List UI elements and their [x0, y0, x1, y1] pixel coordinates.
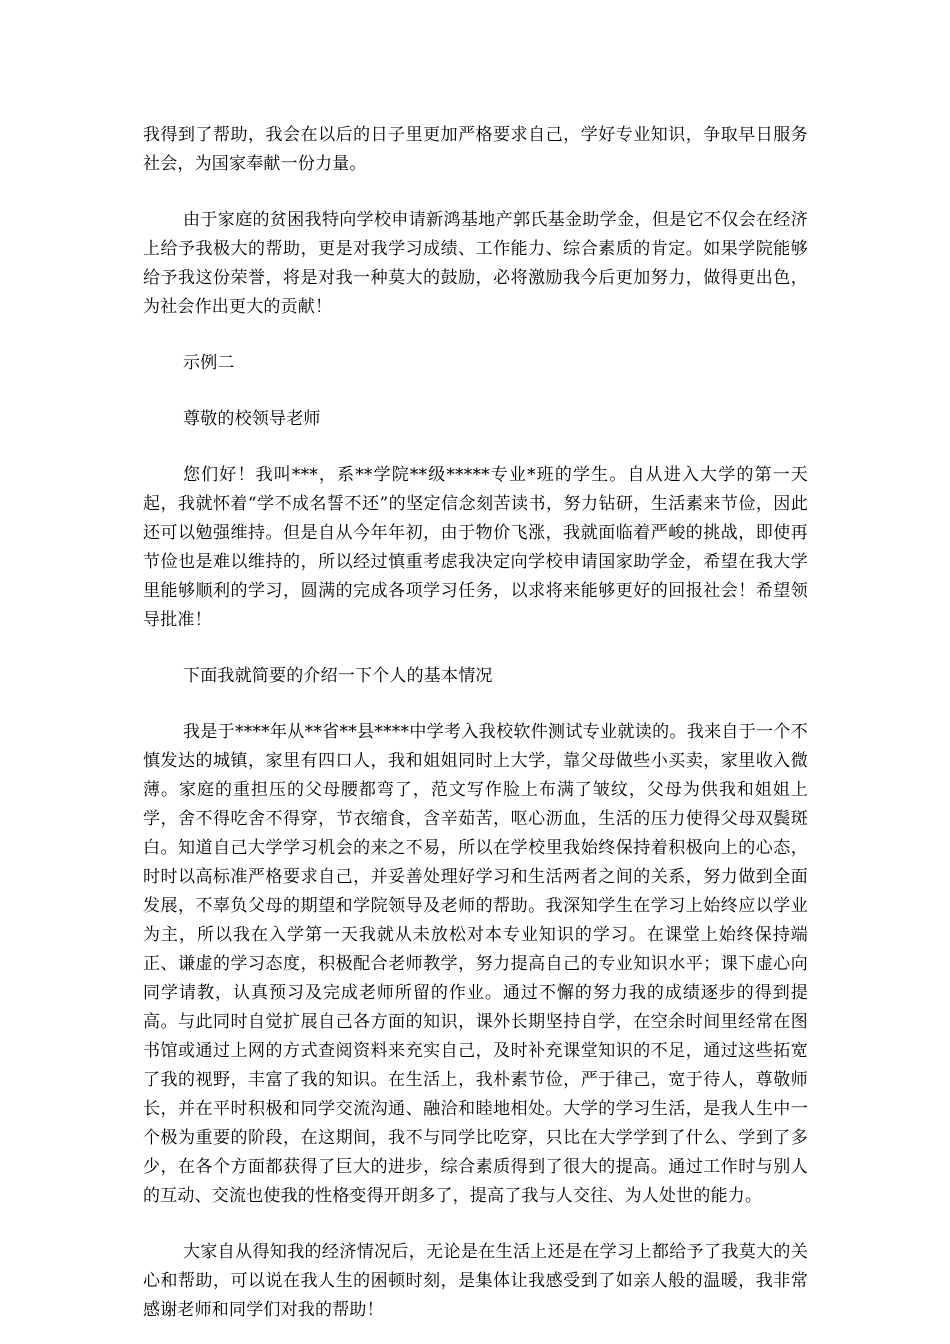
paragraph-thanks: 大家自从得知我的经济情况后，无论是在生活上还是在学习上都给予了我莫大的关心和帮助，可以说在我人生的困顿时刻，是集体让我感受到了如亲人般的温暖，我非常感谢老师和同学们对我的帮助！	[143, 1242, 808, 1320]
paragraph-overview-lead: 下面我就简要的介绍一下个人的基本情况	[183, 666, 493, 686]
document-body	[143, 121, 808, 1325]
salutation: 尊敬的校领导老师	[183, 409, 321, 429]
paragraph-personal-background: 我是于****年从**省**县****中学考入我校软件测试专业就读的。我来自于一个不慎发达的城镇，家里有四口人，我和姐姐同时上大学，靠父母做些小买卖，家里收入微薄。家庭的重担压的父母腰都弯了，范文写作脸上布满了皱纹，父母为供我和姐姐上学，舍不得吃舍不得穿，节衣缩食，含辛茹苦，呕心沥血，生活的压力使得父母双鬓斑白。知道自己大学学习机会的来之不易，所以在学校里我始终保持着积极向上的心态，时时以高标准严格要求自己，并妥善处理好学习和生活两者之间的关系，努力做到全面发展，不辜负父母的期望和学院领导及老师的帮助。我深知学生在学习上始终应以学业为主，所以我在入学第一天我就从未放松对本专业知识的学习。在课堂上始终保持端正、谦虚的学习态度，积极配合老师教学，努力提高自己的专业知识水平；课下虚心向同学请教，认真预习及完成老师所留的作业。通过不懈的努力我的成绩逐步的得到提高。与此同时自觉扩展自己各方面的知识，课外长期坚持自学，在空余时间里经常在图书馆或通过上网的方式查阅资料来充实自己，及时补充课堂知识的不足，通过这些拓宽了我的视野，丰富了我的知识。在生活上，我朴素节俭，严于律己，宽于待人，尊敬师长，并在平时积极和同学交流沟通、融洽和睦地相处。大学的学习生活，是我人生中一个极为重要的阶段，在这期间，我不与同学比吃穿，只比在大学学到了什么、学到了多少，在各个方面都获得了巨大的进步，综合素质得到了很大的提高。通过工作时与别人的互动、交流也使我的性格变得开朗多了，提高了我与人交往、为人处世的能力。	[143, 722, 808, 1206]
paragraph-introduction: 您们好！我叫***，系**学院**级*****专业*班的学生。自从进入大学的第一天起，我就怀着“学不成名誓不还”的坚定信念刻苦读书，努力钻研，生活素来节俭，因此还可以勉强维持。但是自从今年年初，由于物价飞涨，我就面临着严峻的挑战，即使再节俭也是难以维持的，所以经过慎重考虑我决定向学校申请国家助学金，希望在我大学里能够顺利的学习，圆满的完成各项学习任务，以求将来能够更好的回报社会！希望领导批准！	[143, 465, 808, 630]
section-heading-example-two: 示例二	[183, 353, 235, 373]
paragraph-grant-application: 由于家庭的贫困我特向学校申请新鸿基地产郭氏基金助学金，但是它不仅会在经济上给予我极大的帮助，更是对我学习成绩、工作能力、综合素质的肯定。如果学院能够给予我这份荣誉，将是对我一种莫大的鼓励，必将激励我今后更加努力，做得更出色，为社会作出更大的贡献！	[143, 210, 808, 317]
paragraph-closing-continuation: 我得到了帮助，我会在以后的日子里更加严格要求自己，学好专业知识，争取早日服务社会，为国家奉献一份力量。	[143, 125, 808, 174]
